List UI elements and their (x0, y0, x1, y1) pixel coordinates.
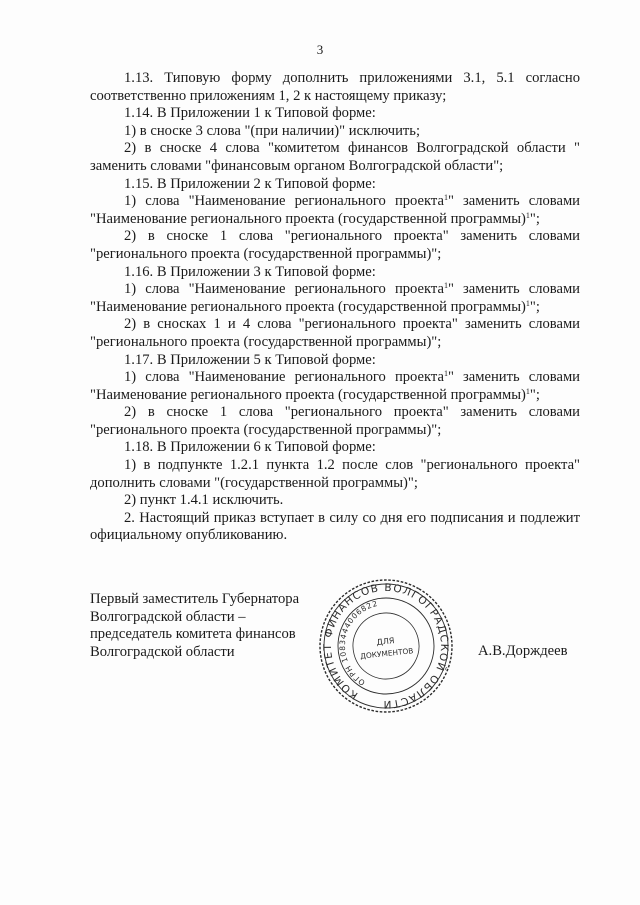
seal-outer-text-path: КОМИТЕТ ФИНАНСОВ ВОЛГОГРАДСКОЙ ОБЛАСТИ (321, 581, 451, 711)
paragraph-text: "; (529, 298, 540, 315)
paragraph-1-15-2: 2) в сноске 1 слова "регионального проекта" заменить словами "регионального проекта (государственной программы)"; (90, 228, 580, 262)
signatory-line: председатель комитета финансов (90, 626, 296, 643)
seal-center-line-2: ДОКУМЕНТОВ (359, 646, 414, 661)
paragraph-text: "; (529, 386, 540, 403)
seal-outer-text (316, 576, 456, 716)
page-number: 3 (316, 42, 324, 57)
paragraph-1-16-1 (90, 281, 580, 316)
paragraph-1-18-2: 2) пункт 1.4.1 исключить. (124, 492, 284, 509)
seal-graphic (316, 576, 456, 716)
signatory-line: Волгоградской области (90, 643, 235, 660)
paragraph-1-18: 1.18. В Приложении 6 к Типовой форме: (124, 439, 376, 456)
paragraph-1-14: 1.14. В Приложении 1 к Типовой форме: (124, 105, 376, 122)
paragraph-text: " заменить словами "Наименование регионального проекта (государственной программы) (90, 369, 580, 403)
paragraph-1-17-2: 2) в сноске 1 слова "регионального проекта" заменить словами "регионального проекта (государственной программы)"; (90, 404, 580, 438)
signatory-line: Первый заместитель Губернатора (90, 591, 300, 607)
seal-inner-text-path: ОГРН 1083444006822 (337, 598, 379, 688)
paragraph-1-16: 1.16. В Приложении 3 к Типовой форме: (124, 263, 376, 280)
footnote-mark: 1 (443, 369, 448, 379)
footnote-mark: 1 (443, 193, 448, 203)
paragraph-text: "; (529, 210, 540, 227)
seal-center-line-1: ДЛЯ (376, 636, 395, 647)
paragraph-1-18-1: 1) в подпункте 1.2.1 пункта 1.2 после слов "регионального проекта" дополнить словами "(государственной программы)"; (90, 457, 580, 491)
footnote-mark: 1 (525, 298, 530, 308)
paragraph-text: 1) слова "Наименование регионального проекта (124, 369, 444, 386)
paragraph-text: " заменить словами "Наименование регионального проекта (государственной программы) (90, 281, 580, 315)
paragraph-1-14-1: 1) в сноске 3 слова "(при наличии)" исключить; (124, 122, 421, 139)
paragraph-1-14-2: 2) в сноске 4 слова "комитетом финансов Волгоградской области " заменить словами "финансовым органом Волгоградской области"; (90, 140, 580, 174)
footnote-mark: 1 (525, 386, 530, 396)
official-seal (316, 576, 456, 716)
paragraph-1-16-2: 2) в сносках 1 и 4 слова "регионального проекта" заменить словами "регионального проекта (государственной программы)"; (90, 316, 580, 350)
paragraph-1-13: 1.13. Типовую форму дополнить приложениями 3.1, 5.1 согласно соответственно приложениям 1, 2 к настоящему приказу; (90, 70, 580, 104)
paragraph-2: 2. Настоящий приказ вступает в силу со дня его подписания и подлежит официальному опубликованию. (90, 509, 580, 544)
paragraph-text: " заменить словами "Наименование регионального проекта (государственной программы) (90, 193, 580, 227)
signer-name: А.В.Дорждеев (478, 643, 568, 659)
footnote-mark: 1 (525, 210, 530, 220)
signatory-line: Волгоградской области – (90, 608, 246, 625)
paragraph-1-17-1 (90, 369, 580, 404)
seal-ring (316, 576, 456, 716)
seal-center (359, 634, 414, 660)
seal-rotation (316, 576, 456, 716)
seal-outer-ring (316, 576, 456, 716)
paragraph-text: 1) слова "Наименование регионального проекта (124, 281, 444, 298)
paragraph-1-15-1 (90, 193, 580, 228)
document-body (90, 70, 580, 545)
signatory-title (90, 591, 320, 661)
footnote-mark: 1 (443, 281, 448, 291)
paragraph-text: 1) слова "Наименование регионального проекта (124, 193, 444, 210)
paragraph-1-17: 1.17. В Приложении 5 к Типовой форме: (124, 351, 376, 368)
paragraph-1-15: 1.15. В Приложении 2 к Типовой форме: (124, 175, 376, 192)
